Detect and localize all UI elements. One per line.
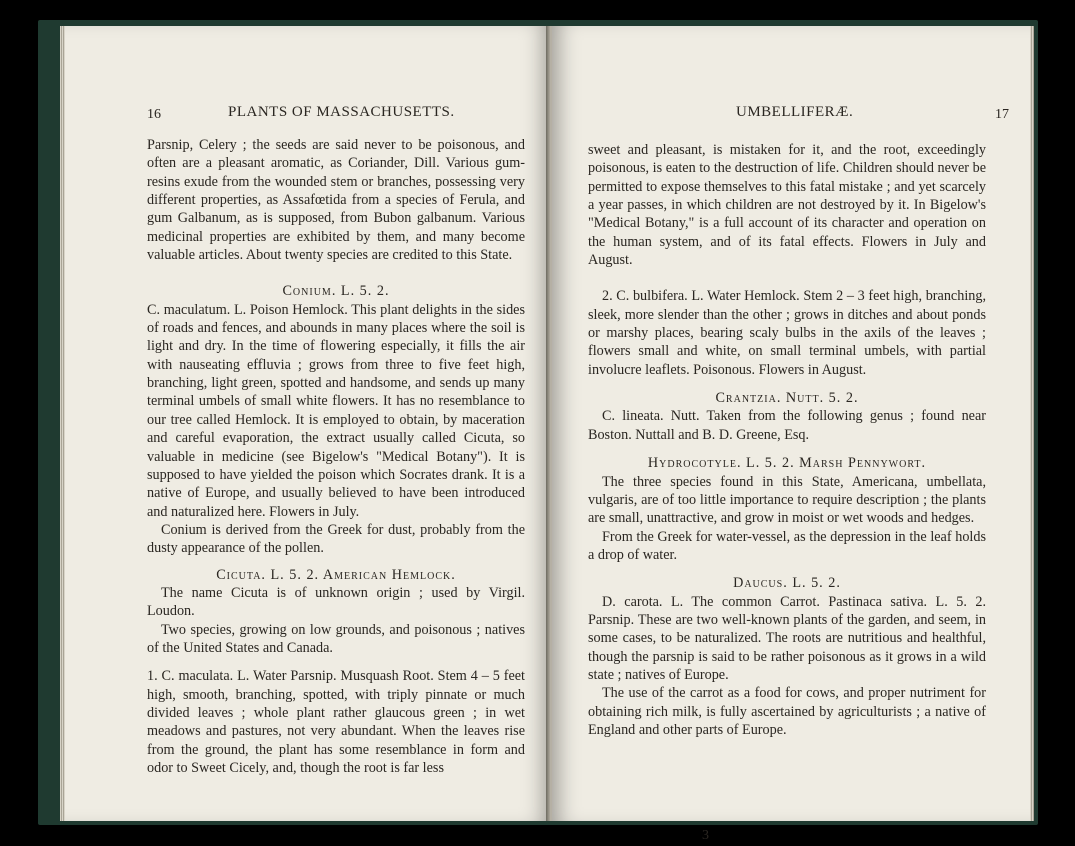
right-page	[552, 26, 1030, 843]
left-body	[147, 136, 525, 777]
signature-mark: 3	[702, 828, 709, 843]
section-heading: Cicuta. L. 5. 2. American Hemlock.	[216, 566, 456, 583]
paragraph: The use of the carrot as a food for cows, and proper nutriment for obtaining rich milk, is fully ascertained by agriculturists ; a native of England and other parts of Europe.	[588, 685, 986, 738]
paragraph: Two species, growing on low grounds, and poisonous ; natives of the United States and Canada.	[147, 621, 525, 656]
paragraph: Parsnip, Celery ; the seeds are said never to be poisonous, and often are a pleasant aromatic, as Coriander, Dill. Various gum-resins exude from the wounded stem or branches, possessing very different properties, as Assafœtida from a species of Ferula, and gum Galbanum, as is supposed, from Bubon galbanum. Various medicinal properties are exhibited by them, and many become valuable articles. About twenty species are credited to this State.	[147, 137, 525, 264]
paragraph: From the Greek for water-vessel, as the depression in the leaf holds a drop of water.	[588, 528, 986, 563]
section-heading: Crantzia. Nutt. 5. 2.	[715, 390, 859, 407]
right-body	[588, 141, 986, 739]
paragraph: C. lineata. Nutt. Taken from the following genus ; found near Boston. Nuttall and B. D. Greene, Esq.	[588, 408, 986, 443]
paragraph: sweet and pleasant, is mistaken for it, and the root, exceedingly poisonous, is eaten to the destruction of life. Children should never be permitted to expose themselves to this fatal mistake ; and yet scarcely a year passes, in which children are not destroyed by it. In Bigelow's "Medical Botany," is a full account of its character and operation on the human system, and of its fatal effects. Flowers in July and August.	[588, 142, 986, 269]
paragraph: D. carota. L. The common Carrot. Pastinaca sativa. L. 5. 2. Parsnip. These are two well-known plants of the garden, and seem, in some cases, to be naturalized. The roots are nutritious and healthful, though the parsnip is said to be rather poisonous as it grows in a wild state ; natives of Europe.	[588, 593, 986, 683]
page-number: 17	[995, 107, 1009, 122]
section-heading: Conium. L. 5. 2.	[282, 283, 390, 300]
page-number: 16	[147, 107, 161, 122]
running-head: PLANTS OF MASSACHUSETTS.	[228, 104, 455, 120]
paragraph: Conium is derived from the Greek for dust, probably from the dusty appearance of the pollen.	[147, 521, 525, 557]
paragraph: The three species found in this State, Americana, umbellata, vulgaris, are of too little importance to require description ; the plants are small, unattractive, and grow in moist or wet woods and hedges.	[588, 473, 986, 527]
paragraph: The name Cicuta is of unknown origin ; used by Virgil. Loudon.	[147, 584, 525, 620]
left-page	[65, 26, 550, 821]
section-heading: Hydrocotyle. L. 5. 2. Marsh Pennywort.	[647, 455, 927, 472]
paragraph: C. maculatum. L. Poison Hemlock. This plant delights in the sides of roads and fences, and abounds in many places where the soil is light and dry. In the time of flowering especially, it fills the air with nauseating effluvia ; grows from three to five feet high, branching, light green, spotted and handsome, and sends up many terminal umbels of small white flowers. It has no resemblance to our tree called Hemlock. It is employed to obtain, by maceration and careful evaporation, the extract usually called Cicuta, so valuable in medicine (see Bigelow's "Medical Botany"). It is supposed to have yielded the poison which Socrates drank. It is a native of Europe, and usually believed to have been introduced and naturalized here. Flowers in July.	[147, 301, 525, 520]
section-heading: Daucus. L. 5. 2.	[733, 575, 841, 592]
running-head: UMBELLIFERÆ.	[736, 104, 854, 120]
paragraph: 2. C. bulbifera. L. Water Hemlock. Stem 2 – 3 feet high, branching, sleek, more slender than the other ; grows in ditches and about ponds or marshy places, bearing scaly bulbs in the axils of the leaves ; flowers small and white, on small terminal umbels, with partial involucre leaflets. Poisonous. Flowers in August.	[588, 288, 986, 378]
paragraph: 1. C. maculata. L. Water Parsnip. Musquash Root. Stem 4 – 5 feet high, smooth, branching, spotted, with triply pinnate or much divided leaves ; whole plant rather glaucous green ; in wet meadows and pastures, not very abundant. When the leaves rise from the ground, the plant has some resemblance in form and odor to Sweet Cicely, and, though the root is far less	[147, 668, 525, 776]
